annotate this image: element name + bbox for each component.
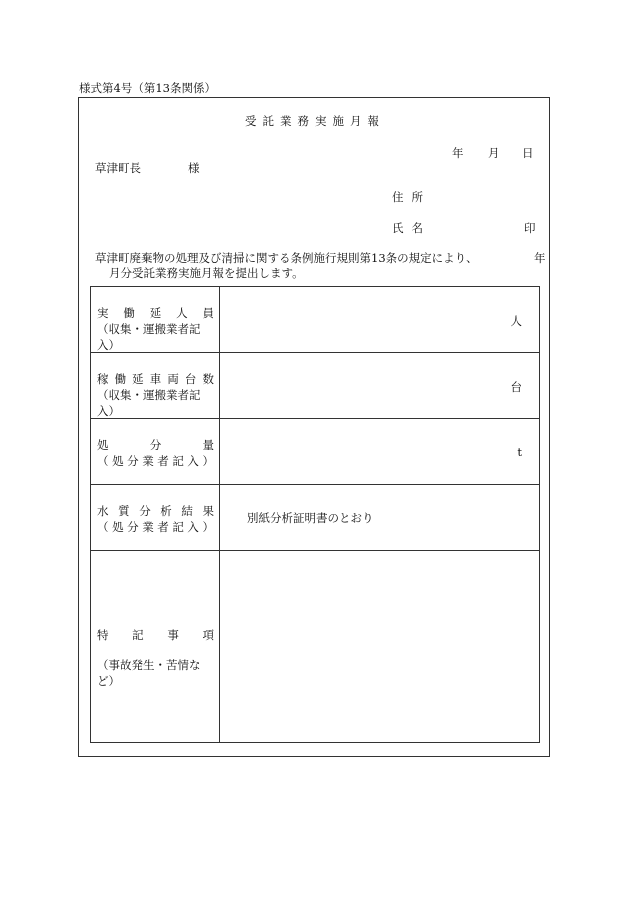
label-char: 分 (149, 438, 162, 452)
addressee-name: 草津町長 (95, 161, 141, 175)
name-label: 氏名 (392, 221, 431, 235)
table-row-workers (91, 287, 539, 353)
row-label-main (97, 371, 214, 387)
label-char: （ (97, 454, 109, 468)
label-char: 業 (142, 454, 154, 468)
label-char: 延 (132, 372, 144, 386)
row-label-main (97, 503, 214, 519)
label-char: 員 (202, 306, 214, 320)
table-row-water-analysis (91, 485, 539, 551)
row-label-cell (91, 419, 220, 484)
label-char: 項 (202, 628, 214, 642)
row-label-sub: （事故発生・苦情など） (97, 658, 201, 688)
label-char: （ (97, 520, 109, 534)
label-char: ） (202, 454, 214, 468)
label-char: 分 (139, 504, 151, 518)
label-char: 果 (202, 504, 214, 518)
label-char: 台 (184, 372, 197, 386)
table-row-disposal-amount (91, 419, 539, 485)
date-day-label: 日 (522, 146, 534, 160)
date-month-label: 月 (488, 146, 500, 160)
row-label-main (97, 627, 214, 643)
label-char: 記 (172, 454, 184, 468)
label-char: 両 (167, 372, 179, 386)
row-label-sub: （収集・運搬業者記入） (97, 388, 201, 418)
label-char: 業 (142, 520, 154, 534)
label-char: 水 (97, 504, 109, 518)
label-char: 記 (132, 628, 144, 642)
row-label-main (97, 437, 214, 453)
label-char: 事 (167, 628, 179, 642)
row-unit: t (517, 445, 522, 459)
row-label-main (97, 305, 214, 321)
row-label-sub (97, 519, 214, 535)
table-row-special-notes (91, 551, 539, 742)
seal-mark: 印 (524, 221, 536, 235)
label-char: 質 (118, 504, 130, 518)
label-char: 析 (160, 504, 172, 518)
document-title: 受託業務実施月報 (245, 114, 385, 128)
row-label-sub (97, 453, 214, 469)
label-char: 入 (187, 520, 199, 534)
row-unit: 人 (510, 314, 522, 328)
label-char: ） (202, 520, 214, 534)
label-char: 者 (157, 454, 169, 468)
label-char: 者 (157, 520, 169, 534)
row-label-cell (91, 353, 220, 418)
report-table (90, 286, 540, 743)
address-label: 住所 (392, 190, 431, 204)
label-char: 車 (149, 372, 162, 386)
label-char: 数 (202, 372, 214, 386)
row-label-sub: （収集・運搬業者記入） (97, 322, 201, 352)
label-char: 稼 (97, 372, 109, 386)
row-label-cell (91, 287, 220, 352)
label-char: 量 (202, 438, 214, 452)
date-year-label: 年 (452, 146, 464, 160)
row-label-cell (91, 551, 220, 742)
label-char: 特 (97, 628, 109, 642)
label-char: 延 (149, 306, 162, 320)
label-char: 働 (114, 372, 127, 386)
body-year-label: 年 (534, 251, 546, 265)
label-char: 実 (97, 306, 109, 320)
label-char: 記 (172, 520, 184, 534)
label-char: 分 (127, 454, 139, 468)
label-char: 処 (112, 520, 124, 534)
label-char: 働 (123, 306, 135, 320)
addressee-honorific: 様 (188, 161, 200, 175)
form-number-label: 様式第4号（第13条関係） (79, 81, 216, 95)
body-text-line2: 月分受託業務実施月報を提出します。 (109, 266, 304, 280)
label-char: 入 (187, 454, 199, 468)
row-unit: 台 (510, 380, 522, 394)
row-label-cell (91, 485, 220, 550)
body-text-line1: 草津町廃棄物の処理及び清掃に関する条例施行規則第13条の規定により、 (95, 251, 478, 265)
label-char: 処 (112, 454, 124, 468)
label-char: 結 (181, 504, 193, 518)
row-value[interactable]: 別紙分析証明書のとおり (247, 511, 374, 525)
label-char: 分 (127, 520, 139, 534)
label-char: 処 (97, 438, 109, 452)
label-char: 人 (176, 306, 188, 320)
table-row-vehicles (91, 353, 539, 419)
